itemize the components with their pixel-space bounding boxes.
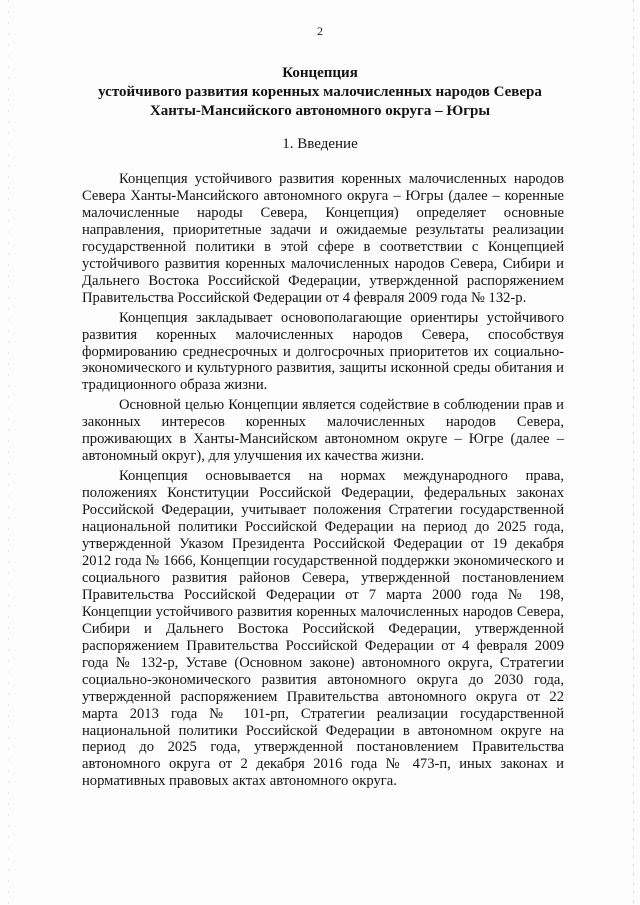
title-line-2: устойчивого развития коренных малочисленных народов Севера <box>98 84 542 100</box>
paragraph-1: Концепция устойчивого развития коренных малочисленных народов Севера Ханты-Мансийского автономного округа – Югры (далее – коренные малочисленные народы Севера, Концепция) определяет основные направления, приоритетные задачи и ожидаемые результаты реализации государственной политики в этой сфере в соответствии с Концепцией устойчивого развития коренных малочисленных народов Севера, Сибири и Дальнего Востока Российской Федерации, утвержденной распоряжением Правительства Российской Федерации от 4 февраля 2009 года № 132-р. <box>82 171 564 306</box>
document-title <box>40 64 600 121</box>
title-line-3: Ханты-Мансийского автономного округа – Югры <box>149 103 491 119</box>
body-text <box>82 171 564 793</box>
title-line-1: Концепция <box>282 65 358 81</box>
paragraph-2: Концепция закладывает основополагающие ориентиры устойчивого развития коренных малочисленных народов Севера, способствуя формированию среднесрочных и долгосрочных приоритетов их социально-экономического и культурного развития, защиты исконной среды обитания и традиционного образа жизни. <box>82 309 564 394</box>
page-number: 2 <box>317 24 323 38</box>
paragraph-4: Концепция основывается на нормах международного права, положениях Конституции Российской Федерации, федеральных законах Российской Федерации, учитывает положения Стратегии государственной национальной политики Российской Федерации на период до 2025 года, утвержденной Указом Президента Российской Федерации от 19 декабря 2012 года № 1666, Концепции государственной поддержки экономического и социального развития районов Севера, утвержденной постановлением Правительства Российской Федерации от 7 марта 2000 года № 198, Концепции устойчивого развития коренных малочисленных народов Севера, Сибири и Дальнего Востока Российской Федерации, утвержденной распоряжением Правительства Российской Федерации от 4 февраля 2009 года № 132-р, Уставе (Основном законе) автономного округа, Стратегии социально-экономического развития автономного округа до 2030 года, утвержденной распоряжением Правительства автономного округа от 22 марта 2013 года № 101-рп, Стратегии реализации государственной национальной политики Российской Федерации в автономном округе на период до 2025 года, утвержденной постановлением Правительства автономного округа от 2 декабря 2016 года № 473-п, иных законах и нормативных правовых актах автономного округа. <box>82 468 564 790</box>
paragraph-3: Основной целью Концепции является содействие в соблюдении прав и законных интересов коренных малочисленных народов Севера, проживающих в Ханты-Мансийском автономном округе – Югре (далее – автономный округ), для улучшения их качества жизни. <box>82 397 564 465</box>
section-heading: 1. Введение <box>282 136 358 152</box>
